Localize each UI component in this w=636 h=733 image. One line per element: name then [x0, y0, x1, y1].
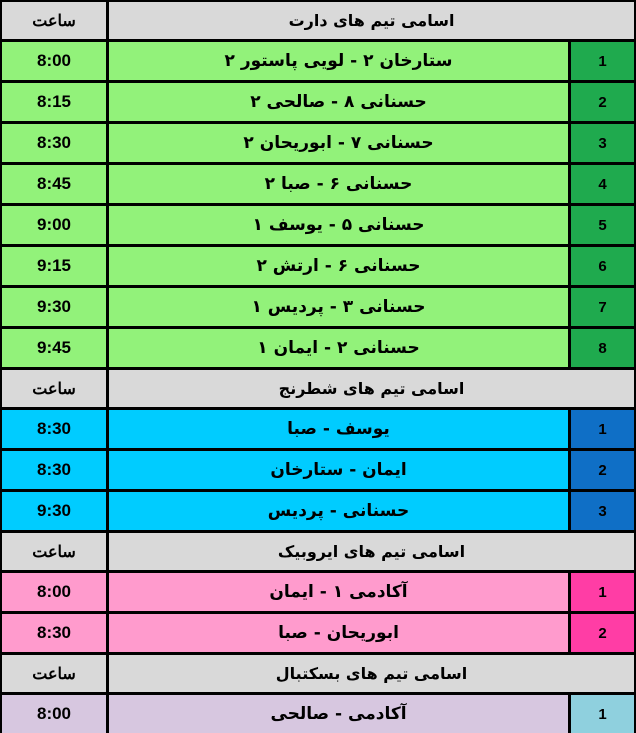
team-matchup: حسنانی ۵ - یوسف ۱ [109, 206, 568, 244]
row-number: 8 [571, 329, 634, 367]
section-title: اسامی تیم های بسکتبال [109, 655, 634, 692]
row-number: 1 [571, 410, 634, 448]
match-time: 8:30 [2, 451, 106, 489]
team-matchup: حسنانی ۸ - صالحی ۲ [109, 83, 568, 121]
table-row [0, 247, 636, 285]
row-number: 2 [571, 451, 634, 489]
time-column-header: ساعت [2, 533, 106, 570]
section-header [0, 370, 636, 407]
time-column-header: ساعت [2, 370, 106, 407]
team-matchup: ابوریحان - صبا [109, 614, 568, 652]
match-time: 9:45 [2, 329, 106, 367]
section-header [0, 2, 636, 39]
team-matchup: حسنانی - پردیس [109, 492, 568, 530]
team-matchup: حسنانی ۷ - ابوریحان ۲ [109, 124, 568, 162]
row-number: 1 [571, 42, 634, 80]
match-time: 8:30 [2, 124, 106, 162]
team-matchup: آکادمی ۱ - ایمان [109, 573, 568, 611]
table-row [0, 288, 636, 326]
table-row [0, 492, 636, 530]
row-number: 1 [571, 695, 634, 733]
team-matchup: ستارخان ۲ - لویی پاستور ۲ [109, 42, 568, 80]
match-time: 8:30 [2, 410, 106, 448]
time-column-header: ساعت [2, 2, 106, 39]
team-matchup: آکادمی - صالحی [109, 695, 568, 733]
table-row [0, 42, 636, 80]
table-row [0, 451, 636, 489]
row-number: 1 [571, 573, 634, 611]
match-time: 9:00 [2, 206, 106, 244]
time-column-header: ساعت [2, 655, 106, 692]
row-number: 5 [571, 206, 634, 244]
row-number: 2 [571, 614, 634, 652]
match-time: 8:00 [2, 695, 106, 733]
table-row [0, 329, 636, 367]
match-time: 9:15 [2, 247, 106, 285]
row-number: 3 [571, 124, 634, 162]
row-number: 4 [571, 165, 634, 203]
match-time: 8:00 [2, 42, 106, 80]
section-title: اسامی تیم های شطرنج [109, 370, 634, 407]
team-matchup: یوسف - صبا [109, 410, 568, 448]
table-row [0, 165, 636, 203]
match-time: 8:00 [2, 573, 106, 611]
team-matchup: حسنانی ۲ - ایمان ۱ [109, 329, 568, 367]
table-row [0, 573, 636, 611]
table-row [0, 83, 636, 121]
table-row [0, 695, 636, 733]
table-row [0, 614, 636, 652]
table-row [0, 124, 636, 162]
team-matchup: حسنانی ۶ - صبا ۲ [109, 165, 568, 203]
row-number: 7 [571, 288, 634, 326]
section-header [0, 655, 636, 692]
match-time: 8:30 [2, 614, 106, 652]
row-number: 6 [571, 247, 634, 285]
section-header [0, 533, 636, 570]
row-number: 2 [571, 83, 634, 121]
match-time: 9:30 [2, 288, 106, 326]
table-row [0, 206, 636, 244]
table-row [0, 410, 636, 448]
match-time: 8:15 [2, 83, 106, 121]
match-time: 8:45 [2, 165, 106, 203]
team-matchup: ایمان - ستارخان [109, 451, 568, 489]
team-matchup: حسنانی ۳ - پردیس ۱ [109, 288, 568, 326]
section-title: اسامی تیم های دارت [109, 2, 634, 39]
section-title: اسامی تیم های ایروبیک [109, 533, 634, 570]
row-number: 3 [571, 492, 634, 530]
team-matchup: حسنانی ۶ - ارتش ۲ [109, 247, 568, 285]
match-time: 9:30 [2, 492, 106, 530]
